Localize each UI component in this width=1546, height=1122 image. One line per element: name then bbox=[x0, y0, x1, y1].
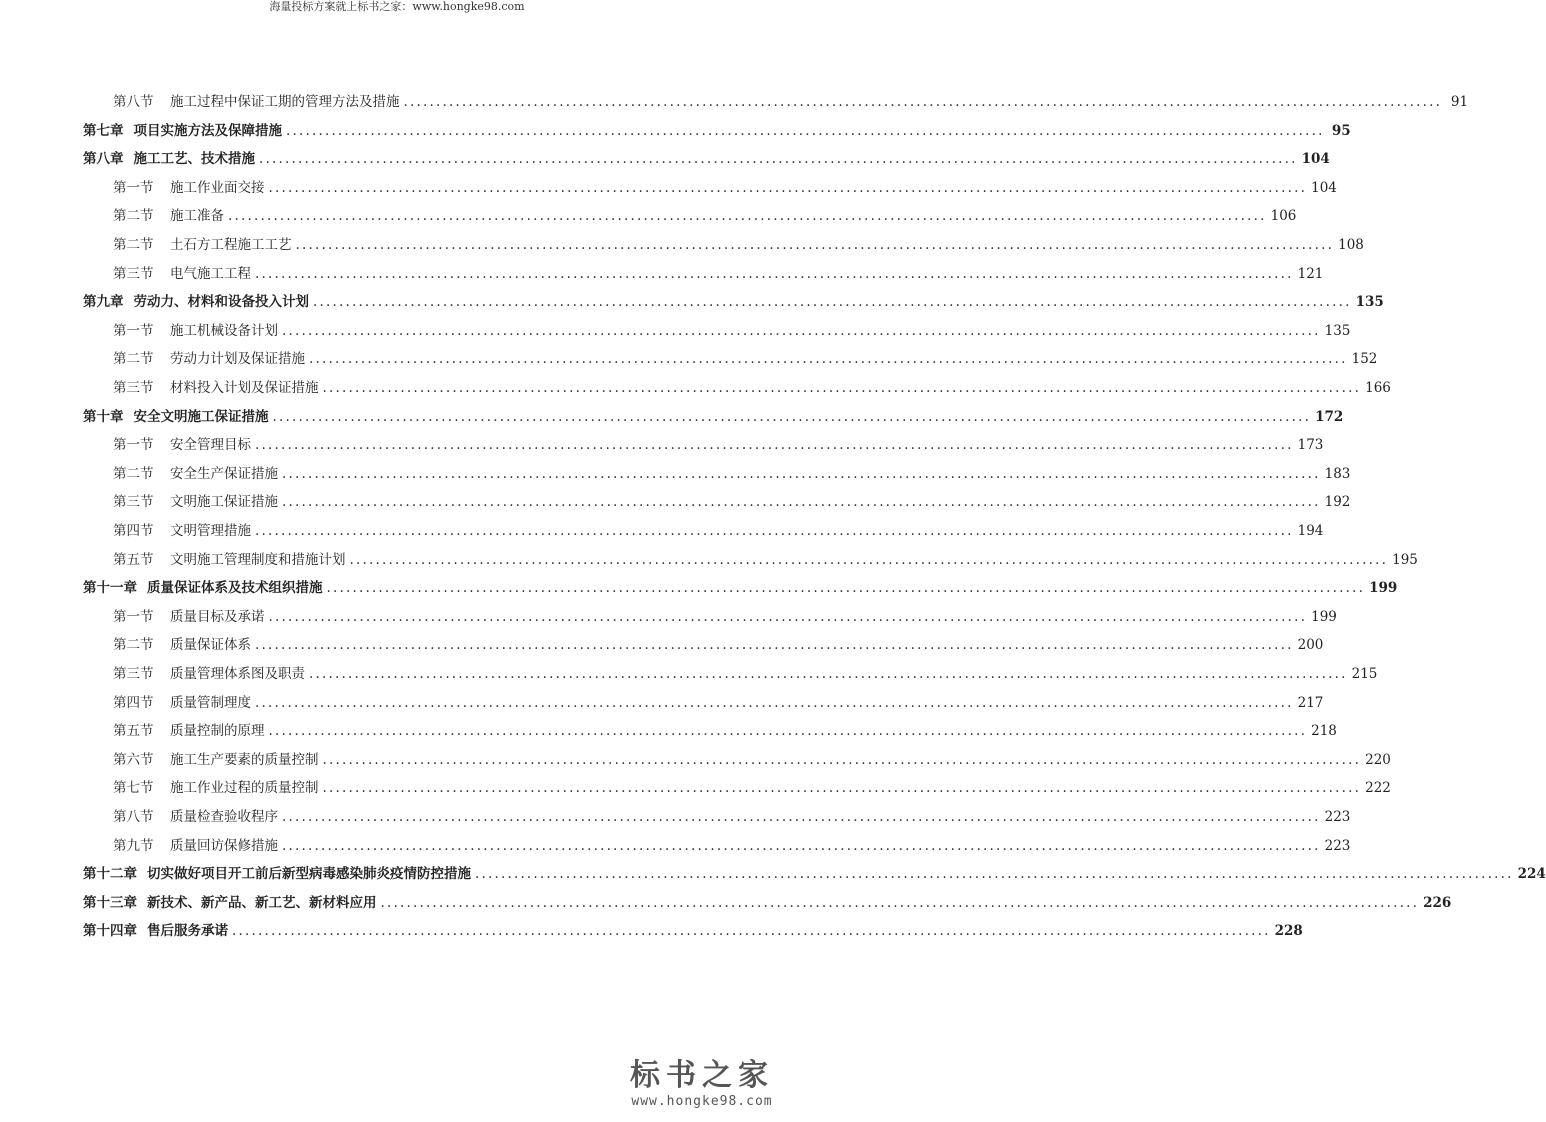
toc-section-entry[interactable] bbox=[113, 322, 1351, 340]
toc-section-entry[interactable] bbox=[113, 465, 1351, 483]
toc-dot-leader: ................................................................................................................................................................ bbox=[232, 923, 1271, 940]
toc-dot-leader: ................................................................................................................................................................ bbox=[259, 151, 1298, 168]
toc-dot-leader: ................................................................................................................................................................ bbox=[255, 265, 1294, 282]
toc-dot-leader: ................................................................................................................................................................ bbox=[286, 122, 1325, 139]
toc-entry-number: 第九章 bbox=[83, 294, 124, 311]
toc-entry-title: 施工作业过程的质量控制 bbox=[170, 780, 319, 797]
toc-entry-title: 土石方工程施工工艺 bbox=[170, 237, 292, 253]
toc-entry-number: 第一节 bbox=[113, 322, 154, 339]
toc-chapter-entry[interactable] bbox=[83, 293, 1384, 311]
toc-dot-leader: ................................................................................................................................................................ bbox=[228, 208, 1267, 225]
toc-entry-page: 200 bbox=[1297, 637, 1324, 654]
toc-entry-page: 183 bbox=[1324, 465, 1351, 482]
toc-dot-leader: ................................................................................................................................................................ bbox=[475, 866, 1514, 883]
toc-entry-title: 质量管理体系图及职责 bbox=[170, 666, 305, 682]
toc-entry-title: 施工准备 bbox=[170, 208, 224, 225]
toc-entry-title: 项目实施方法及保障措施 bbox=[133, 122, 282, 139]
toc-section-entry[interactable] bbox=[113, 608, 1337, 626]
toc-entry-page: 106 bbox=[1270, 208, 1297, 225]
toc-entry-page: 192 bbox=[1324, 494, 1351, 511]
toc-entry-page: 172 bbox=[1315, 408, 1344, 425]
toc-section-entry[interactable] bbox=[113, 779, 1391, 797]
toc-entry-number: 第三节 bbox=[113, 265, 154, 282]
toc-entry-title: 安全生产保证措施 bbox=[170, 465, 278, 482]
toc-entry-number: 第十二章 bbox=[83, 866, 137, 883]
toc-entry-number: 第二节 bbox=[113, 637, 154, 654]
toc-entry-page: 95 bbox=[1331, 122, 1351, 139]
toc-dot-leader: ................................................................................................................................................................ bbox=[403, 94, 1443, 110]
toc-entry-title: 施工过程中保证工期的管理方法及措施 bbox=[170, 94, 400, 110]
toc-chapter-entry[interactable] bbox=[83, 122, 1351, 140]
toc-section-entry[interactable] bbox=[113, 207, 1297, 225]
toc-dot-leader: ................................................................................................................................................................ bbox=[349, 551, 1389, 568]
toc-dot-leader: ................................................................................................................................................................ bbox=[309, 351, 1348, 368]
toc-section-entry[interactable] bbox=[113, 665, 1378, 683]
toc-entry-number: 第六节 bbox=[113, 751, 154, 768]
toc-dot-leader: ................................................................................................................................................................ bbox=[326, 580, 1366, 597]
toc-entry-title: 新技术、新产品、新工艺、新材料应用 bbox=[147, 894, 377, 911]
toc-entry-title: 施工生产要素的质量控制 bbox=[170, 751, 319, 768]
toc-dot-leader: ................................................................................................................................................................ bbox=[309, 666, 1348, 682]
toc-chapter-entry[interactable] bbox=[83, 922, 1303, 940]
toc-entry-number: 第三节 bbox=[113, 494, 154, 511]
toc-entry-number: 第一节 bbox=[113, 179, 154, 196]
toc-entry-page: 195 bbox=[1392, 551, 1418, 568]
toc-entry-page: 121 bbox=[1297, 265, 1324, 282]
toc-section-entry[interactable] bbox=[113, 179, 1337, 197]
toc-section-entry[interactable] bbox=[113, 379, 1391, 397]
toc-entry-number: 第四节 bbox=[113, 694, 154, 711]
toc-entry-number: 第五节 bbox=[113, 551, 154, 568]
toc-entry-page: 104 bbox=[1301, 151, 1330, 168]
toc-entry-title: 切实做好项目开工前后新型病毒感染肺炎疫情防控措施 bbox=[147, 866, 471, 883]
toc-entry-number: 第七节 bbox=[113, 780, 154, 797]
toc-entry-title: 质量控制的原理 bbox=[170, 723, 265, 740]
toc-entry-title: 售后服务承诺 bbox=[147, 923, 228, 940]
toc-entry-page: 135 bbox=[1324, 322, 1351, 339]
toc-entry-page: 152 bbox=[1351, 351, 1378, 368]
toc-entry-page: 173 bbox=[1297, 437, 1324, 454]
toc-entry-title: 质量保证体系及技术组织措施 bbox=[147, 580, 323, 597]
toc-dot-leader: ................................................................................................................................................................ bbox=[295, 237, 1335, 253]
toc-dot-leader: ................................................................................................................................................................ bbox=[268, 723, 1308, 740]
toc-dot-leader: ................................................................................................................................................................ bbox=[322, 780, 1362, 797]
toc-entry-number: 第十四章 bbox=[83, 923, 137, 940]
toc-entry-number: 第五节 bbox=[113, 723, 154, 740]
toc-entry-title: 施工作业面交接 bbox=[170, 179, 265, 196]
toc-chapter-entry[interactable] bbox=[83, 865, 1546, 883]
toc-entry-number: 第二节 bbox=[113, 465, 154, 482]
toc-entry-number: 第十一章 bbox=[83, 580, 137, 597]
toc-section-entry[interactable] bbox=[113, 265, 1324, 283]
toc-section-entry[interactable] bbox=[113, 236, 1364, 254]
toc-entry-title: 质量检查验收程序 bbox=[170, 809, 278, 825]
toc-entry-page: 108 bbox=[1338, 237, 1364, 253]
toc-chapter-entry[interactable] bbox=[83, 408, 1344, 426]
toc-dot-leader: ................................................................................................................................................................ bbox=[282, 494, 1321, 511]
toc-entry-page: 226 bbox=[1423, 894, 1452, 911]
toc-entry-title: 安全管理目标 bbox=[170, 437, 251, 454]
toc-entry-number: 第十三章 bbox=[83, 894, 137, 911]
toc-dot-leader: ................................................................................................................................................................ bbox=[255, 523, 1294, 539]
toc-entry-title: 质量回访保修措施 bbox=[170, 837, 278, 854]
toc-entry-title: 文明施工保证措施 bbox=[170, 494, 278, 511]
toc-entry-number: 第二节 bbox=[113, 351, 154, 368]
toc-dot-leader: ................................................................................................................................................................ bbox=[322, 751, 1362, 768]
toc-entry-page: 199 bbox=[1311, 608, 1337, 625]
toc-dot-leader: ................................................................................................................................................................ bbox=[282, 809, 1321, 825]
toc-entry-title: 质量管制理度 bbox=[170, 694, 251, 711]
toc-section-entry[interactable] bbox=[113, 837, 1351, 855]
toc-entry-number: 第二节 bbox=[113, 208, 154, 225]
toc-entry-number: 第八章 bbox=[83, 151, 124, 168]
toc-entry-page: 135 bbox=[1355, 294, 1384, 311]
toc-entry-number: 第八节 bbox=[113, 94, 154, 110]
toc-entry-page: 218 bbox=[1311, 723, 1337, 740]
toc-entry-number: 第一节 bbox=[113, 608, 154, 625]
toc-dot-leader: ................................................................................................................................................................ bbox=[282, 322, 1321, 339]
toc-section-entry[interactable] bbox=[113, 694, 1324, 712]
toc-entry-title: 文明施工管理制度和措施计划 bbox=[170, 551, 346, 568]
toc-entry-title: 质量目标及承诺 bbox=[170, 608, 265, 625]
toc-entry-number: 第十章 bbox=[83, 408, 124, 425]
toc-section-entry[interactable] bbox=[113, 522, 1324, 540]
toc-entry-number: 第八节 bbox=[113, 809, 154, 825]
watermark-logo bbox=[630, 1058, 774, 1110]
toc-dot-leader: ................................................................................................................................................................ bbox=[255, 637, 1294, 654]
toc-entry-number: 第一节 bbox=[113, 437, 154, 454]
toc-entry-page: 224 bbox=[1517, 866, 1546, 883]
toc-section-entry[interactable] bbox=[113, 93, 1469, 111]
toc-entry-page: 194 bbox=[1297, 523, 1324, 539]
toc-section-entry[interactable] bbox=[113, 350, 1378, 368]
toc-dot-leader: ................................................................................................................................................................ bbox=[268, 608, 1308, 625]
toc-entry-title: 质量保证体系 bbox=[170, 637, 251, 654]
watermark-title: 标书之家 bbox=[630, 1058, 774, 1093]
toc-dot-leader: ................................................................................................................................................................ bbox=[282, 837, 1321, 854]
toc-entry-page: 222 bbox=[1365, 780, 1391, 797]
toc-section-entry[interactable] bbox=[113, 808, 1351, 826]
toc-dot-leader: ................................................................................................................................................................ bbox=[282, 465, 1321, 482]
toc-dot-leader: ................................................................................................................................................................ bbox=[322, 380, 1362, 396]
toc-section-entry[interactable] bbox=[113, 493, 1351, 511]
toc-dot-leader: ................................................................................................................................................................ bbox=[255, 437, 1294, 454]
toc-entry-page: 91 bbox=[1450, 94, 1469, 110]
toc-section-entry[interactable] bbox=[113, 551, 1418, 569]
toc-dot-leader: ................................................................................................................................................................ bbox=[268, 179, 1308, 196]
toc-entry-page: 215 bbox=[1351, 666, 1378, 682]
toc-entry-number: 第四节 bbox=[113, 523, 154, 539]
toc-entry-title: 安全文明施工保证措施 bbox=[133, 408, 269, 425]
toc-chapter-entry[interactable] bbox=[83, 579, 1398, 597]
toc-dot-leader: ................................................................................................................................................................ bbox=[255, 694, 1294, 711]
toc-dot-leader: ................................................................................................................................................................ bbox=[272, 408, 1312, 425]
toc-entry-page: 223 bbox=[1324, 809, 1351, 825]
watermark-url: www.hongke98.com bbox=[631, 1094, 773, 1109]
toc-section-entry[interactable] bbox=[113, 751, 1391, 769]
toc-entry-number: 第三节 bbox=[113, 380, 154, 396]
toc-entry-number: 第三节 bbox=[113, 666, 154, 682]
toc-chapter-entry[interactable] bbox=[83, 150, 1330, 168]
toc-section-entry[interactable] bbox=[113, 436, 1324, 454]
toc-entry-page: 166 bbox=[1365, 380, 1391, 396]
toc-entry-number: 第七章 bbox=[83, 122, 124, 139]
toc-entry-title: 施工机械设备计划 bbox=[170, 322, 278, 339]
toc-entry-title: 电气施工工程 bbox=[170, 265, 251, 282]
toc-entry-title: 文明管理措施 bbox=[170, 523, 251, 539]
toc-entry-page: 104 bbox=[1311, 179, 1337, 196]
toc-entry-title: 劳动力计划及保证措施 bbox=[170, 351, 305, 368]
toc-entry-title: 施工工艺、技术措施 bbox=[133, 151, 255, 168]
toc-chapter-entry[interactable] bbox=[83, 894, 1452, 912]
toc-entry-page: 228 bbox=[1274, 923, 1303, 940]
toc-entry-number: 第九节 bbox=[113, 837, 154, 854]
top-banner: 海量投标方案就上标书之家：www.hongke98.com bbox=[269, 0, 525, 13]
toc-entry-number: 第二节 bbox=[113, 237, 154, 253]
toc-entry-page: 217 bbox=[1297, 694, 1324, 711]
toc-section-entry[interactable] bbox=[113, 636, 1324, 654]
toc-entry-page: 220 bbox=[1365, 751, 1391, 768]
toc-entry-title: 材料投入计划及保证措施 bbox=[170, 380, 319, 396]
toc-entry-page: 223 bbox=[1324, 837, 1351, 854]
toc-dot-leader: ................................................................................................................................................................ bbox=[313, 294, 1352, 311]
toc-dot-leader: ................................................................................................................................................................ bbox=[380, 894, 1420, 911]
toc-entry-title: 劳动力、材料和设备投入计划 bbox=[133, 294, 309, 311]
toc-section-entry[interactable] bbox=[113, 722, 1337, 740]
toc-entry-page: 199 bbox=[1369, 580, 1398, 597]
